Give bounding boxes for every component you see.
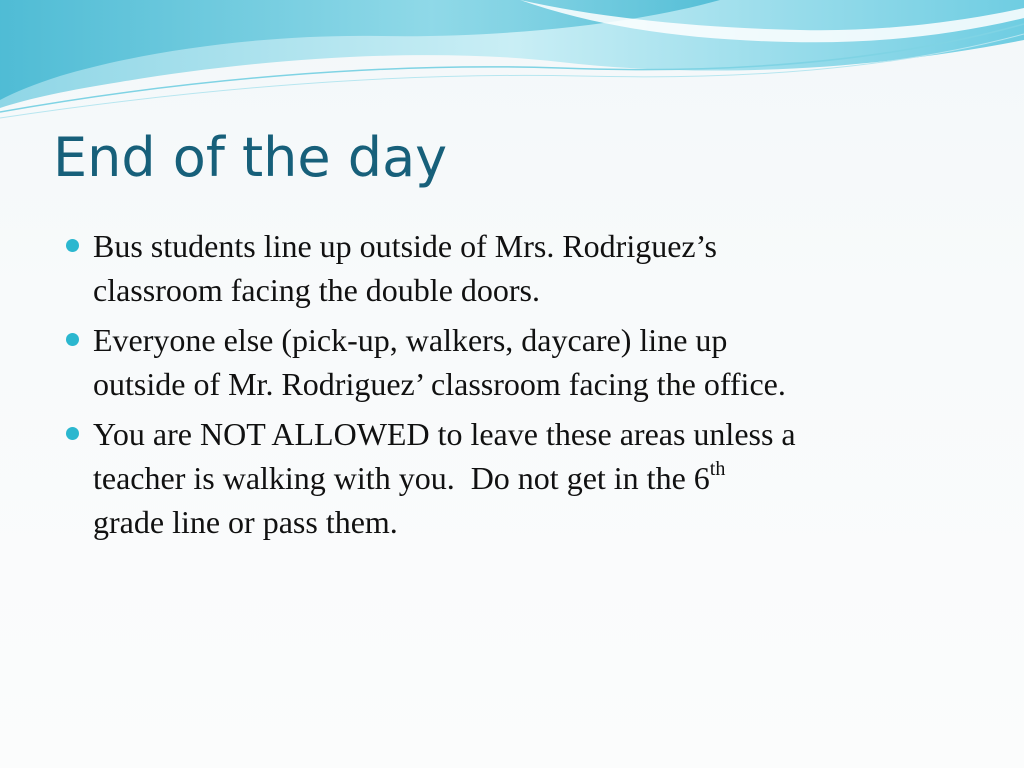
bullet-dot-icon: [66, 333, 79, 346]
bullet-line: classroom facing the double doors.: [93, 272, 540, 308]
bullet-text: teacher is walking with you.: [93, 460, 455, 496]
bullet-line: Bus students line up outside of Mrs. Rodriguez’s: [93, 228, 717, 264]
bullet-line: Everyone else (pick-up, walkers, daycare) line up: [93, 322, 728, 358]
bullet-item-bus-students: [64, 224, 964, 312]
bullet-line: You are NOT ALLOWED to leave these areas unless a: [93, 416, 796, 452]
bullet-list: [64, 224, 964, 550]
bullet-dot-icon: [66, 427, 79, 440]
wave-header-decoration: [0, 0, 1024, 130]
ordinal-superscript: th: [709, 458, 726, 480]
bullet-text: Do not get in the 6: [470, 460, 710, 496]
bullet-line: outside of Mr. Rodriguez’ classroom facing the office.: [93, 366, 786, 402]
bullet-item-everyone-else: [64, 318, 964, 406]
bullet-line: grade line or pass them.: [93, 504, 398, 540]
bullet-line: [93, 456, 964, 500]
slide-title: End of the day: [53, 126, 448, 189]
bullet-dot-icon: [66, 239, 79, 252]
bullet-item-not-allowed: [64, 412, 964, 544]
